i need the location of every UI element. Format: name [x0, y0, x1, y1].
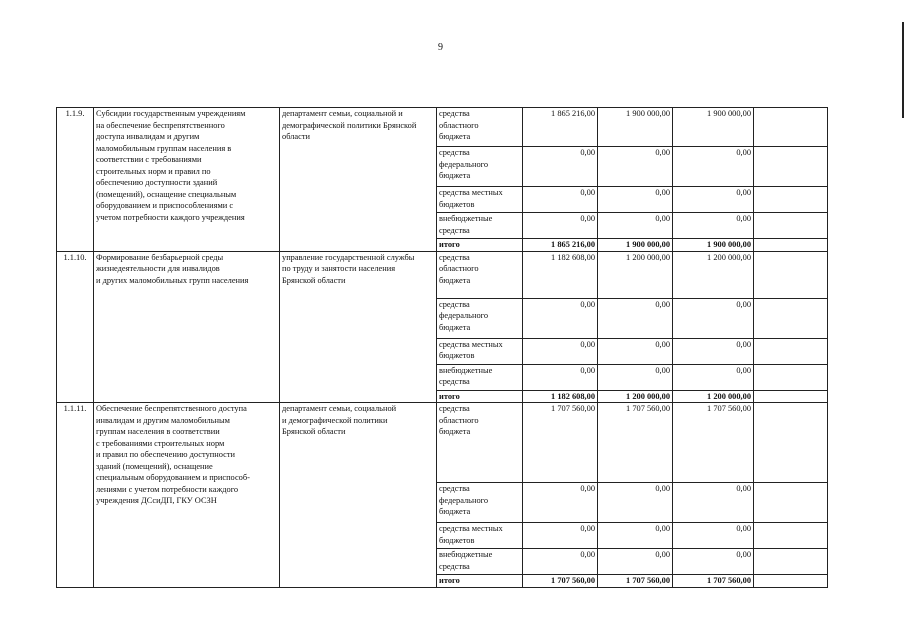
table-body — [57, 108, 828, 588]
amount-year-3: 0,00 — [673, 187, 754, 213]
funding-table — [56, 107, 828, 588]
total-year-2: 1 707 560,00 — [598, 575, 673, 588]
amount-year-1: 1 865 216,00 — [523, 108, 598, 147]
funding-source: средства местных бюджетов — [437, 338, 523, 364]
funding-source: внебюджетные средства — [437, 213, 523, 239]
item-description: Формирование безбарьерной среды жизнедеятельности для инвалидов и других маломобильных групп населения — [94, 251, 280, 403]
empty-cell — [754, 390, 828, 403]
amount-year-1: 0,00 — [523, 523, 598, 549]
empty-cell — [754, 108, 828, 147]
funding-source: средства федерального бюджета — [437, 483, 523, 523]
total-year-2: 1 900 000,00 — [598, 239, 673, 252]
amount-year-2: 1 200 000,00 — [598, 251, 673, 298]
amount-year-3: 1 900 000,00 — [673, 108, 754, 147]
amount-year-3: 0,00 — [673, 483, 754, 523]
amount-year-2: 0,00 — [598, 187, 673, 213]
amount-year-3: 0,00 — [673, 298, 754, 338]
funding-source: внебюджетные средства — [437, 364, 523, 390]
total-year-1: 1 182 608,00 — [523, 390, 598, 403]
amount-year-3: 0,00 — [673, 147, 754, 187]
amount-year-1: 0,00 — [523, 338, 598, 364]
amount-year-2: 0,00 — [598, 483, 673, 523]
amount-year-2: 0,00 — [598, 338, 673, 364]
page-number: 9 — [438, 42, 443, 53]
funding-source: средства федерального бюджета — [437, 147, 523, 187]
empty-cell — [754, 213, 828, 239]
empty-cell — [754, 338, 828, 364]
total-label: итого — [437, 390, 523, 403]
funding-row — [57, 403, 828, 483]
amount-year-2: 0,00 — [598, 549, 673, 575]
empty-cell — [754, 403, 828, 483]
empty-cell — [754, 147, 828, 187]
amount-year-2: 0,00 — [598, 147, 673, 187]
amount-year-3: 0,00 — [673, 338, 754, 364]
amount-year-3: 1 707 560,00 — [673, 403, 754, 483]
amount-year-1: 0,00 — [523, 147, 598, 187]
amount-year-1: 0,00 — [523, 213, 598, 239]
funding-source: средства областного бюджета — [437, 251, 523, 298]
funding-row — [57, 251, 828, 298]
amount-year-1: 0,00 — [523, 298, 598, 338]
empty-cell — [754, 298, 828, 338]
amount-year-3: 1 200 000,00 — [673, 251, 754, 298]
empty-cell — [754, 251, 828, 298]
total-label: итого — [437, 575, 523, 588]
item-executor: департамент семьи, социальной и демографической политики Брянской области — [280, 108, 437, 252]
empty-cell — [754, 483, 828, 523]
total-label: итого — [437, 239, 523, 252]
amount-year-3: 0,00 — [673, 549, 754, 575]
amount-year-1: 1 707 560,00 — [523, 403, 598, 483]
empty-cell — [754, 523, 828, 549]
empty-cell — [754, 549, 828, 575]
total-year-1: 1 707 560,00 — [523, 575, 598, 588]
amount-year-1: 0,00 — [523, 549, 598, 575]
scan-edge-line — [902, 22, 904, 118]
amount-year-3: 0,00 — [673, 523, 754, 549]
item-executor: управление государственной службы по труду и занятости населения Брянской области — [280, 251, 437, 403]
item-description: Субсидии государственным учреждениям на обеспечение беспрепятственного доступа инвалидам и другим маломобильным группам населения в соответствии с требованиями строительных норм и правил по обеспечению доступности зданий (помещений), оснащение специальным оборудованием и приспособлениями с учетом потребности каждого учреждения — [94, 108, 280, 252]
amount-year-2: 0,00 — [598, 213, 673, 239]
empty-cell — [754, 575, 828, 588]
funding-source: средства федерального бюджета — [437, 298, 523, 338]
funding-source: средства областного бюджета — [437, 403, 523, 483]
funding-source: внебюджетные средства — [437, 549, 523, 575]
funding-source: средства местных бюджетов — [437, 187, 523, 213]
amount-year-1: 0,00 — [523, 187, 598, 213]
amount-year-3: 0,00 — [673, 364, 754, 390]
total-year-1: 1 865 216,00 — [523, 239, 598, 252]
item-executor: департамент семьи, социальной и демографической политики Брянской области — [280, 403, 437, 588]
funding-source: средства областного бюджета — [437, 108, 523, 147]
funding-row — [57, 108, 828, 147]
total-year-3: 1 900 000,00 — [673, 239, 754, 252]
item-code: 1.1.9. — [57, 108, 94, 252]
empty-cell — [754, 364, 828, 390]
amount-year-1: 0,00 — [523, 483, 598, 523]
amount-year-2: 0,00 — [598, 298, 673, 338]
amount-year-1: 0,00 — [523, 364, 598, 390]
item-description: Обеспечение беспрепятственного доступа инвалидам и другим маломобильным группам населения в соответствии с требованиями строительных норм и правил по обеспечению доступности зданий (помещений), оснащение специальным оборудованием и приспособ- лениями с учетом потребности каждого учреждения ДСсиДП, ГКУ ОСЗН — [94, 403, 280, 588]
total-year-2: 1 200 000,00 — [598, 390, 673, 403]
empty-cell — [754, 187, 828, 213]
amount-year-1: 1 182 608,00 — [523, 251, 598, 298]
item-code: 1.1.10. — [57, 251, 94, 403]
amount-year-2: 0,00 — [598, 523, 673, 549]
amount-year-2: 1 707 560,00 — [598, 403, 673, 483]
item-code: 1.1.11. — [57, 403, 94, 588]
empty-cell — [754, 239, 828, 252]
amount-year-3: 0,00 — [673, 213, 754, 239]
total-year-3: 1 707 560,00 — [673, 575, 754, 588]
total-year-3: 1 200 000,00 — [673, 390, 754, 403]
funding-source: средства местных бюджетов — [437, 523, 523, 549]
amount-year-2: 1 900 000,00 — [598, 108, 673, 147]
amount-year-2: 0,00 — [598, 364, 673, 390]
